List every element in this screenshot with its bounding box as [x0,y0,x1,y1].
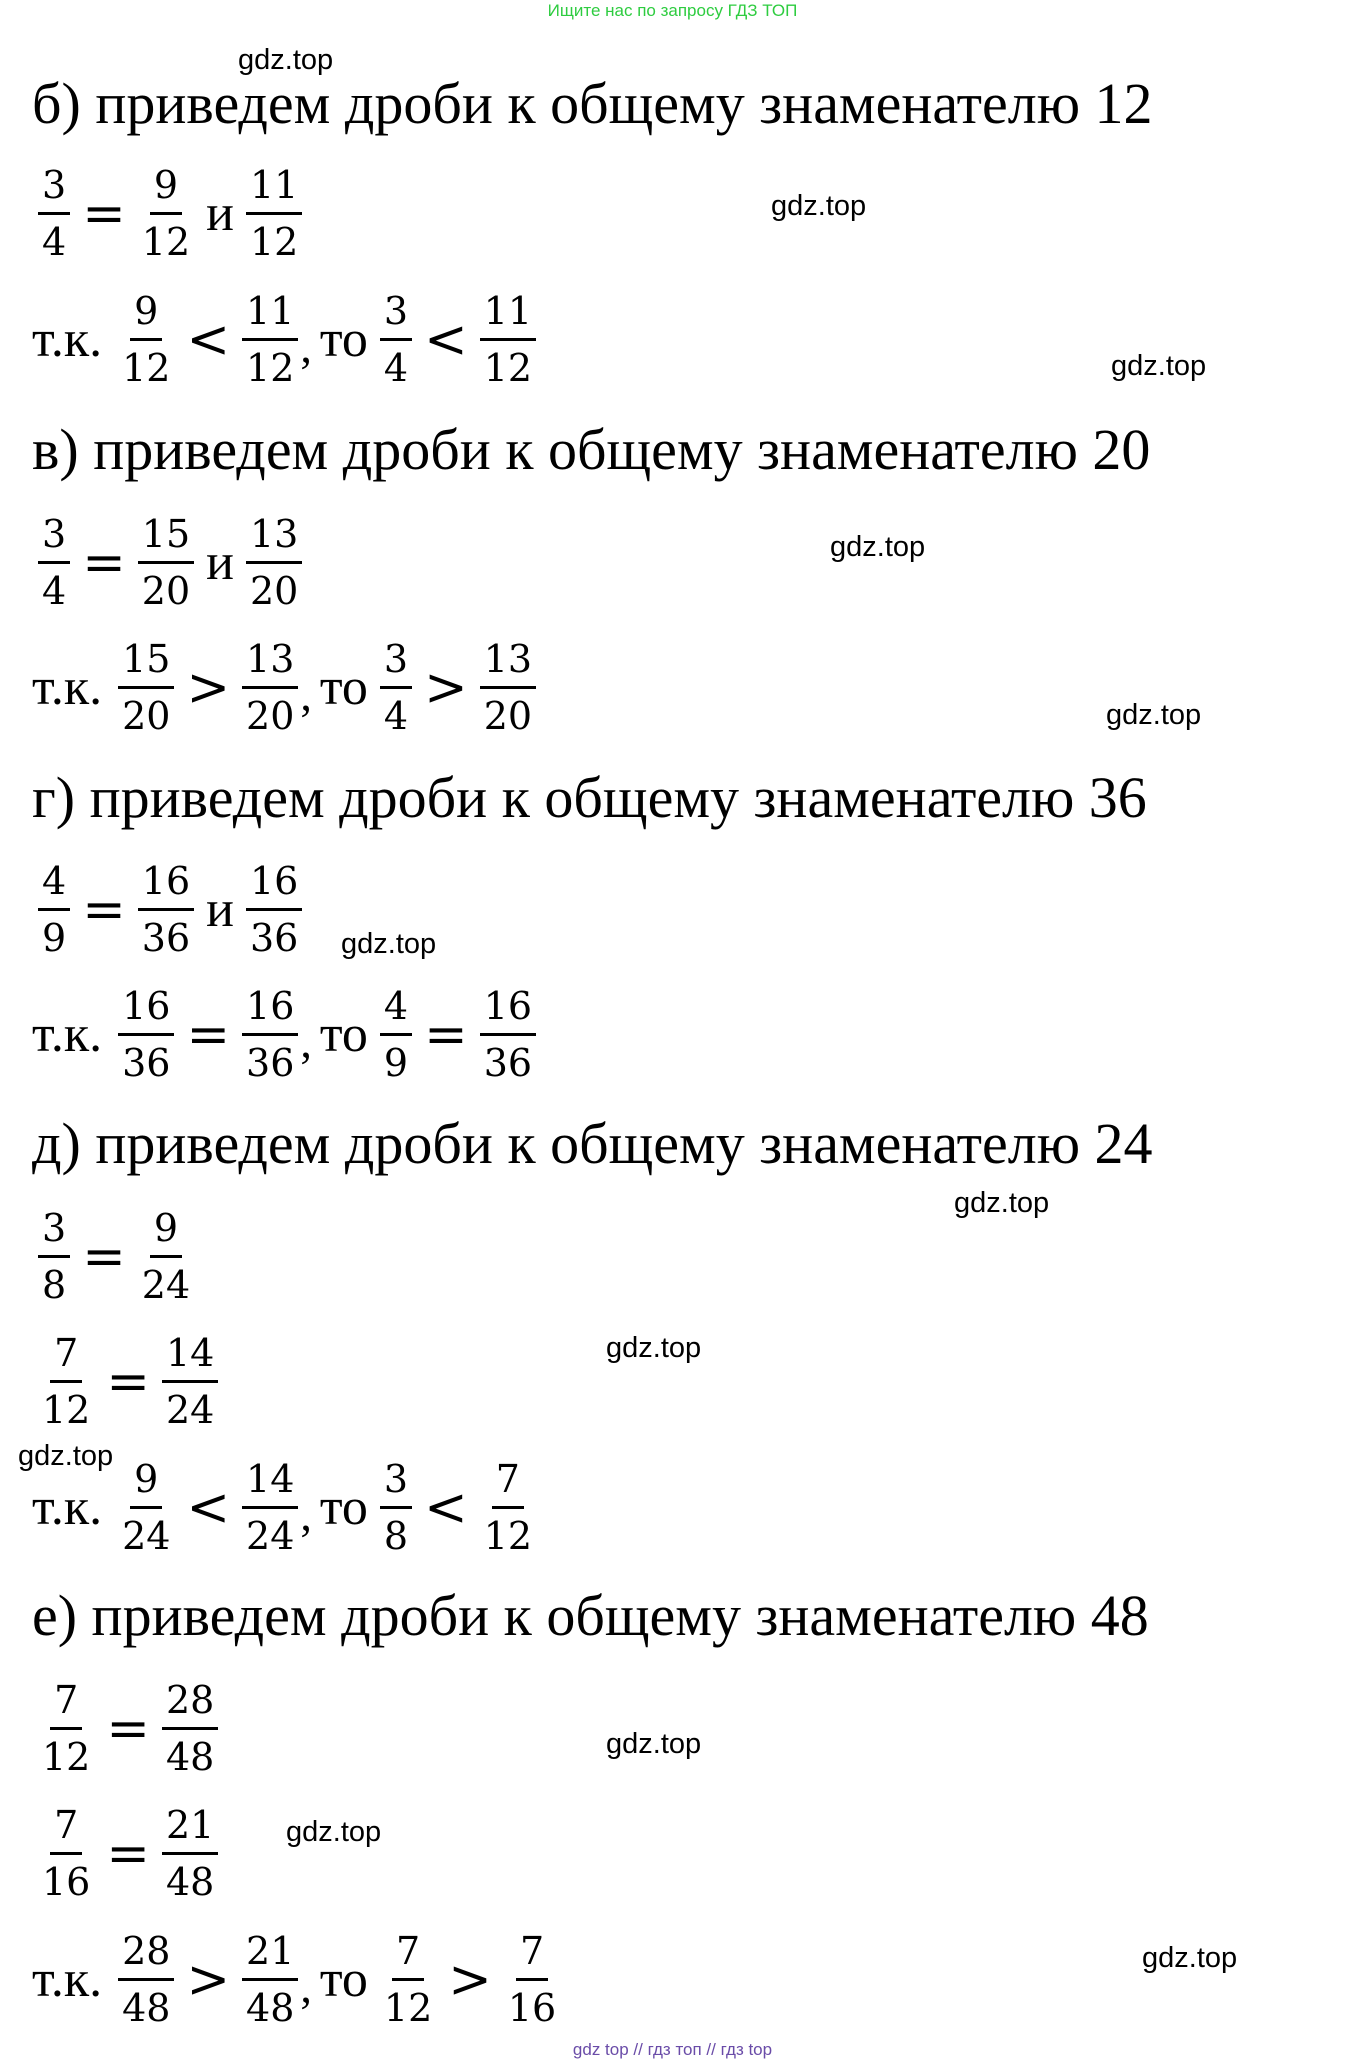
equation-row [32,1206,200,1307]
watermark: gdz.top [341,928,437,960]
comparison-row [32,1457,542,1558]
watermark: gdz.top [1142,1942,1238,1974]
fraction: $\frac{3}{4}$ [38,515,70,610]
comparison-sign: > [186,657,231,718]
fraction: $\frac{7}{12}$ [42,1678,91,1779]
fraction: $\frac{7}{12}$ [483,1457,533,1558]
heading-g: г) приведем дроби к общему знаменателю 36 [32,765,1147,830]
fraction: $\frac{11}{12}$ [242,292,298,387]
fraction: $\frac{14}{24}$ [242,1460,298,1555]
fraction: $\frac{11}{12}$ [246,166,302,261]
equals-sign: = [106,1351,150,1412]
fraction: $\frac{16}{36}$ [480,987,536,1082]
equals-sign: = [106,1698,150,1759]
equals-sign: = [106,1823,150,1884]
comparison-sign: < [424,1477,468,1538]
heading-v: в) приведем дроби к общему знаменателю 20 [32,417,1151,482]
comparison-sign: > [424,657,468,718]
comparison-sign: > [186,1949,231,2010]
fraction: $\frac{4}{9}$ [38,862,70,957]
conjunction: и [206,880,234,938]
comma: , [300,1016,312,1067]
then-label: то [319,1478,368,1536]
fraction: $\frac{3}{4}$ [380,640,412,735]
since-label: т.к. [32,658,103,716]
comparison-sign: < [186,1477,231,1538]
fraction: $\frac{3}{4}$ [38,166,70,261]
fraction: $\frac{3}{8}$ [38,1209,70,1304]
fraction: $\frac{16}{36}$ [242,987,298,1082]
since-label: т.к. [32,1005,103,1063]
equation-row [32,163,308,264]
comma: , [300,1489,312,1540]
since-label: т.к. [32,1478,103,1536]
watermark: gdz.top [771,190,867,222]
fraction: $\frac{9}{24}$ [141,1206,191,1307]
equation-row [32,1678,224,1779]
comma: , [300,1961,312,2012]
watermark: gdz.top [1106,699,1202,731]
fraction: $\frac{28}{48}$ [162,1681,218,1776]
comparison-sign: < [424,309,468,370]
fraction: $\frac{7}{12}$ [383,1929,433,2030]
equation-row [32,1803,224,1904]
top-banner: Ищите нас по запросу ГДЗ ТОП [547,1,798,20]
then-label: то [319,658,368,716]
then-label: то [319,310,368,368]
watermark: gdz.top [606,1728,702,1760]
equation-row [32,859,308,960]
watermark: gdz.top [606,1332,702,1364]
comparison-sign: < [186,309,231,370]
equation-row [32,1331,224,1432]
fraction: $\frac{3}{8}$ [380,1460,412,1555]
conjunction: и [206,184,234,242]
conjunction: и [206,533,234,591]
comma: , [300,321,312,372]
then-label: то [319,1005,368,1063]
watermark: gdz.top [954,1187,1050,1219]
comparison-row [32,289,542,390]
fraction: $\frac{15}{20}$ [138,515,194,610]
fraction: $\frac{7}{12}$ [42,1331,91,1432]
fraction: $\frac{16}{36}$ [118,987,174,1082]
then-label: то [319,1950,368,2008]
fraction: $\frac{7}{16}$ [42,1803,91,1904]
comparison-row [32,984,542,1085]
heading-d: д) приведем дроби к общему знаменателю 24 [32,1111,1153,1176]
heading-e: е) приведем дроби к общему знаменателю 48 [32,1583,1149,1648]
fraction: $\frac{21}{48}$ [162,1806,218,1901]
comparison-sign: = [186,1004,231,1065]
fraction: $\frac{21}{48}$ [242,1932,298,2027]
equals-sign: = [82,879,126,940]
comma: , [300,669,312,720]
since-label: т.к. [32,1950,103,2008]
equation-row [32,512,308,613]
fraction: $\frac{13}{20}$ [246,515,302,610]
watermark: gdz.top [286,1816,382,1848]
comparison-sign: > [448,1949,492,2010]
watermark: gdz.top [18,1440,114,1472]
fraction: $\frac{11}{12}$ [480,292,536,387]
fraction: $\frac{7}{16}$ [507,1929,557,2030]
fraction: $\frac{13}{20}$ [242,640,298,735]
heading-b: б) приведем дроби к общему знаменателю 12 [32,71,1153,136]
since-label: т.к. [32,310,103,368]
watermark: gdz.top [830,531,926,563]
fraction: $\frac{9}{12}$ [141,163,191,264]
fraction: $\frac{9}{24}$ [122,1457,171,1558]
watermark: gdz.top [1111,350,1207,382]
fraction: $\frac{16}{36}$ [246,862,302,957]
comparison-row [32,637,542,738]
fraction: $\frac{13}{20}$ [480,640,536,735]
footer-links: gdz top // гдз топ // гдз top [572,2040,773,2059]
fraction: $\frac{9}{12}$ [122,289,171,390]
fraction: $\frac{15}{20}$ [118,640,174,735]
equals-sign: = [82,532,126,593]
fraction: $\frac{14}{24}$ [162,1334,218,1429]
fraction: $\frac{28}{48}$ [118,1932,174,2027]
fraction: $\frac{4}{9}$ [380,987,412,1082]
watermark: gdz.top [238,44,334,76]
comparison-row [32,1929,566,2030]
fraction: $\frac{3}{4}$ [380,292,412,387]
equals-sign: = [82,183,126,244]
comparison-sign: = [424,1004,468,1065]
fraction: $\frac{16}{36}$ [138,862,194,957]
equals-sign: = [82,1226,126,1287]
